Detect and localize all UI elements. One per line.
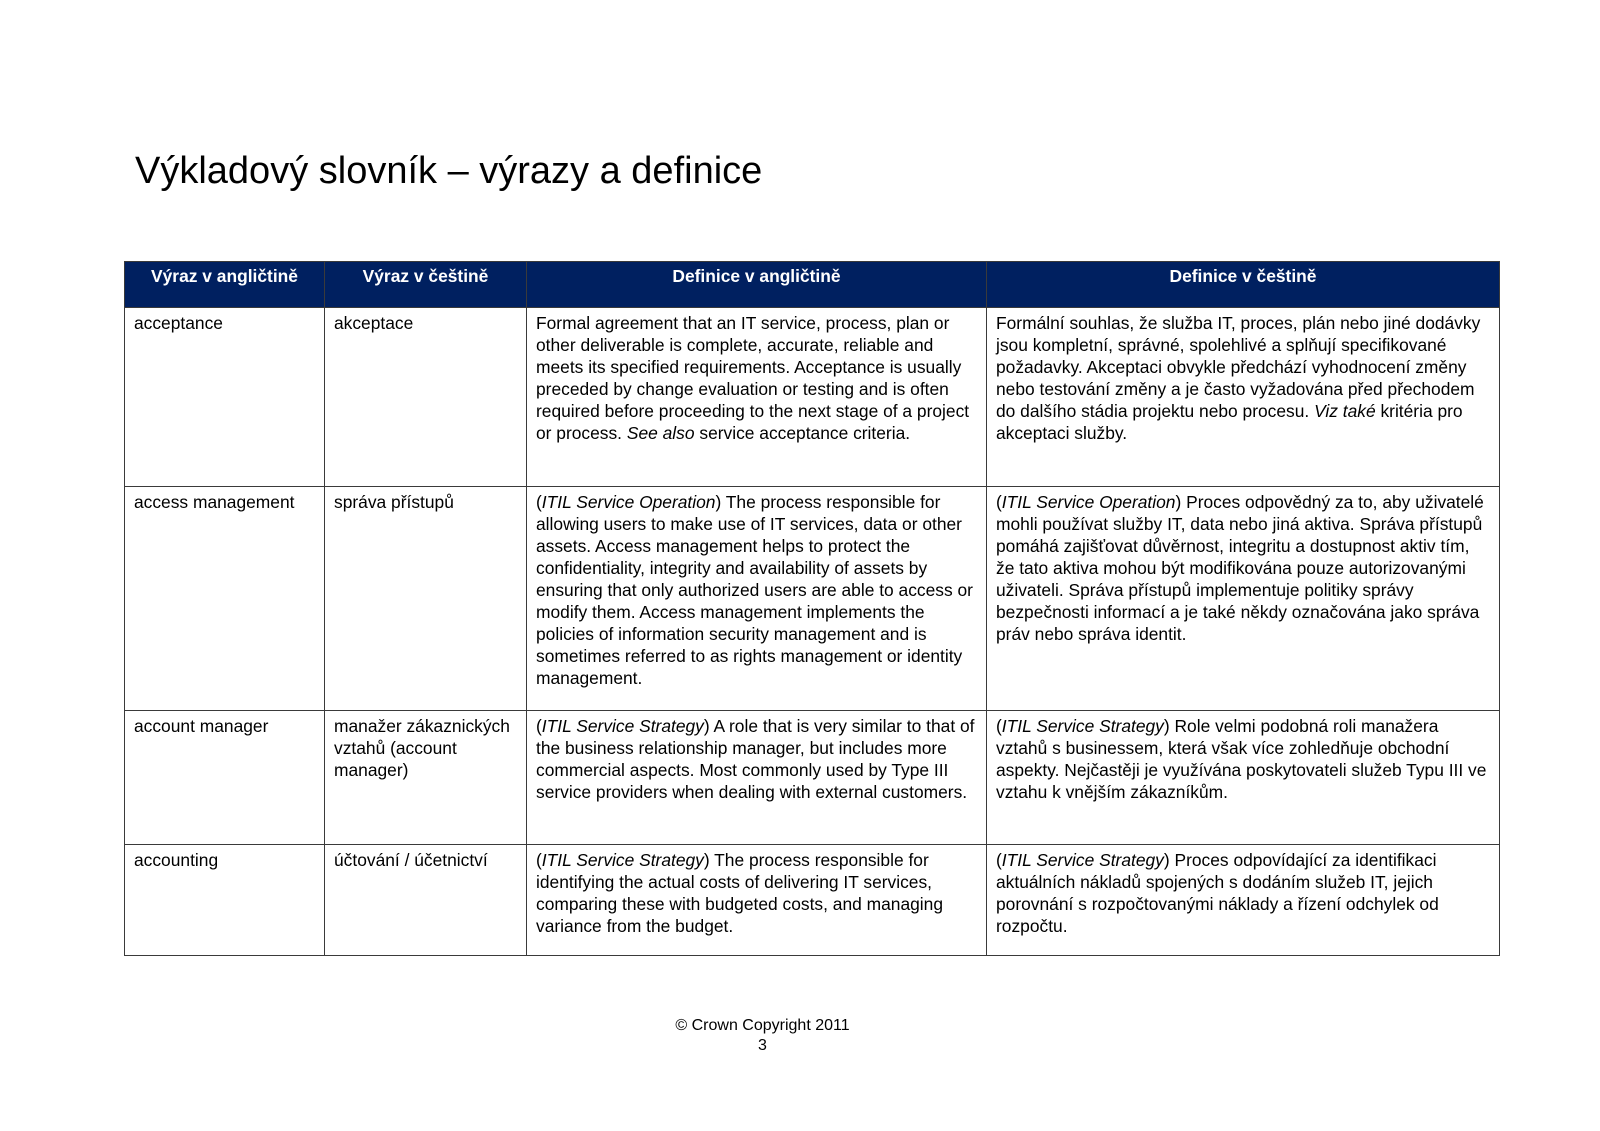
- definition-text: ) Proces odpovědný za to, aby uživatelé mohli používat služby IT, data nebo jiná aktiva. Správa přístupů pomáhá zajišťovat důvěrnost, integritu a dostupnost aktiv tím, že tato aktiva mohou být modifikována pouze autorizovanými uživateli. Správa přístupů implementuje politiky správy bezpečnosti informací a je také někdy označována jako správa práv nebo správa identit.: [996, 492, 1484, 644]
- term-cs-cell: manažer zákaznických vztahů (account manager): [325, 711, 527, 845]
- definition-text: Formal agreement that an IT service, process, plan or other deliverable is complete, accurate, reliable and meets its specified requirements. Acceptance is usually preceded by change evaluation or testing and is often required before proceeding to the next stage of a project or process.: [536, 313, 970, 443]
- table-row: [125, 308, 1500, 487]
- definition-text: ) Proces odpovídající za identifikaci aktuálních nákladů spojených s dodáním služeb IT, jejich porovnání s rozpočtovanými náklady a řízení odchylek od rozpočtu.: [996, 850, 1439, 936]
- definition-text: ) The process responsible for allowing users to make use of IT services, data or other assets. Access management helps to protect the confidentiality, integrity and availability of assets by ensuring that only authorized users are able to access or modify them. Access management implements the policies of information security management and is sometimes referred to as rights management or identity management.: [536, 492, 973, 688]
- definition-prefix: (: [996, 492, 1002, 512]
- term-cs-cell: akceptace: [325, 308, 527, 487]
- table-row: [125, 845, 1500, 956]
- definition-cs-cell: [987, 308, 1500, 487]
- definition-cs-cell: [987, 711, 1500, 845]
- definition-prefix: (: [996, 716, 1002, 736]
- definition-cs-cell: [987, 487, 1500, 711]
- definition-en-cell: [527, 845, 987, 956]
- see-also-label: Viz také: [1314, 401, 1376, 421]
- source-publication: ITIL Service Strategy: [1001, 850, 1164, 870]
- page-number: 3: [758, 1037, 767, 1054]
- source-publication: ITIL Service Strategy: [541, 850, 704, 870]
- source-publication: ITIL Service Strategy: [1001, 716, 1164, 736]
- term-en-cell: account manager: [125, 711, 325, 845]
- term-cs-cell: správa přístupů: [325, 487, 527, 711]
- column-header-term-en: Výraz v angličtině: [125, 262, 325, 308]
- source-publication: ITIL Service Operation: [541, 492, 716, 512]
- definition-prefix: (: [536, 492, 542, 512]
- column-header-term-cs: Výraz v češtině: [325, 262, 527, 308]
- see-also-text: kritéria pro akceptaci služby.: [996, 401, 1463, 443]
- column-header-definition-en: Definice v angličtině: [527, 262, 987, 308]
- definition-prefix: (: [536, 716, 542, 736]
- definition-cs-cell: [987, 845, 1500, 956]
- definition-text: ) A role that is very similar to that of the business relationship manager, but includes more commercial aspects. Most commonly used by Type III service providers when dealing with external customers.: [536, 716, 975, 802]
- see-also-label: See also: [626, 423, 695, 443]
- term-en-cell: acceptance: [125, 308, 325, 487]
- page-footer: [0, 1016, 1525, 1056]
- see-also-text: service acceptance criteria.: [694, 423, 911, 443]
- definition-en-cell: [527, 711, 987, 845]
- term-en-cell: accounting: [125, 845, 325, 956]
- definition-en-cell: [527, 308, 987, 487]
- term-en-cell: access management: [125, 487, 325, 711]
- table-row: [125, 711, 1500, 845]
- definition-text: Formální souhlas, že služba IT, proces, plán nebo jiné dodávky jsou kompletní, správné, spolehlivé a splňují specifikované požadavky. Akceptaci obvykle předchází vyhodnocení změny nebo testování změny a je často vyžadována před přechodem do dalšího stádia projektu nebo procesu.: [996, 313, 1481, 421]
- definition-prefix: (: [536, 850, 542, 870]
- definition-text: ) The process responsible for identifying the actual costs of delivering IT services, comparing these with budgeted costs, and managing variance from the budget.: [536, 850, 944, 936]
- page-title: Výkladový slovník – výrazy a definice: [135, 150, 763, 192]
- table-row: [125, 487, 1500, 711]
- source-publication: ITIL Service Operation: [1001, 492, 1176, 512]
- table-header-row: [125, 262, 1500, 308]
- source-publication: ITIL Service Strategy: [541, 716, 704, 736]
- glossary-table: [124, 261, 1500, 956]
- term-cs-cell: účtování / účetnictví: [325, 845, 527, 956]
- definition-en-cell: [527, 487, 987, 711]
- definition-text: ) Role velmi podobná roli manažera vztahů s businessem, která však více zohledňuje obchodní aspekty. Nejčastěji je využívána poskytovateli služeb Typu III ve vztahu k vnějším zákazníkům.: [996, 716, 1487, 802]
- column-header-definition-cs: Definice v češtině: [987, 262, 1500, 308]
- definition-prefix: (: [996, 850, 1002, 870]
- copyright-notice: © Crown Copyright 2011: [675, 1017, 850, 1034]
